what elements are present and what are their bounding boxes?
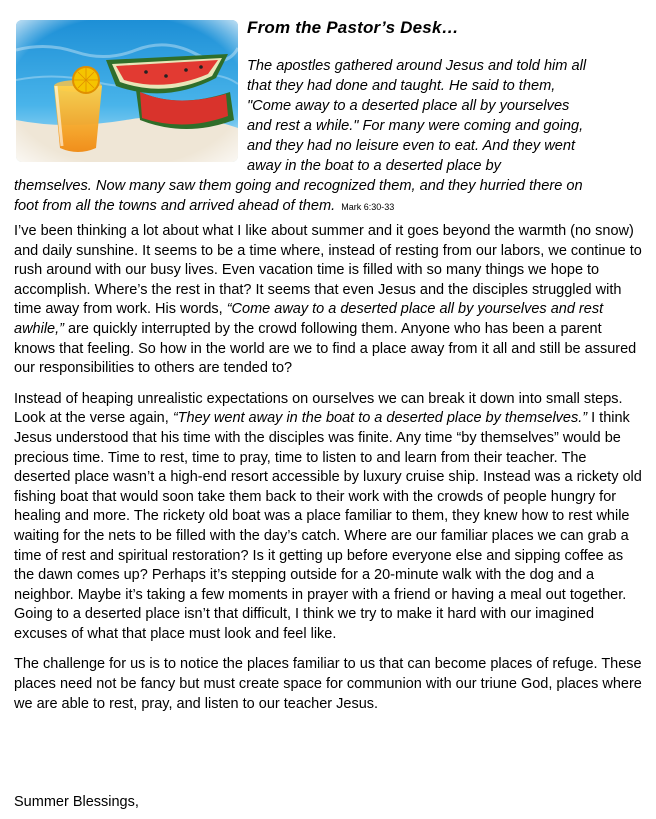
scripture-line-last xyxy=(14,196,394,217)
article-body xyxy=(14,222,644,725)
scripture-line: and rest a while." For many were coming and going, xyxy=(247,118,584,134)
scripture-line: "Come away to a deserted place all by yourselves xyxy=(247,98,570,114)
paragraph-1 xyxy=(14,222,644,379)
paragraph-text: Instead of heaping unrealistic expectations on ourselves we can break it down into small steps. Look at the verse again, xyxy=(14,390,623,427)
scripture-line: themselves. Now many saw them going and recognized them, and they hurried there on xyxy=(14,178,583,194)
scripture-passage xyxy=(0,52,656,217)
column-title: From the Pastor’s Desk… xyxy=(247,18,459,37)
scripture-line: and they had no leisure even to eat. And they went xyxy=(247,138,576,154)
closing-salutation: Summer Blessings, xyxy=(14,794,139,810)
paragraph-text: I think Jesus understood that his time with the disciples was finite. Any time “by themselves” would be precious time. Time to rest, time to pray, time to listen to and learn from their teacher. The deserted place wasn’t a high-end resort accessible by luxury cruise ship. Instead was a rickety old fishing boat that would soon take them back to their work with the crowds of people hungry for healing and more. The rickety old boat was a place familiar to them, they knew how to rest while waiting for the nets to be filled with the day’s catch. Where are our familiar places we can grab a time of rest and spiritual restoration? Is it getting up before everyone else and sipping coffee as the dawn comes up? Perhaps it’s stepping outside for a 20-minute walk with the dog and a neighbor. Maybe it’s taking a few moments in prayer with a friend or having a meal out together. Going to a deserted place isn’t that difficult, I think we try to make it hard with our imagined excuses of what that place must look and feel like. xyxy=(14,410,642,642)
scripture-reference: Mark 6:30-33 xyxy=(341,202,395,212)
scripture-line-text: foot from all the towns and arrived ahead of them. xyxy=(14,198,336,214)
paragraph-text: are quickly interrupted by the crowd following them. Anyone who has been a parent knows that feeling. So how in the world are we to find a place away from it all and still be assured our responsibilities to others are tended to? xyxy=(14,320,637,377)
scripture-line: The apostles gathered around Jesus and told him all xyxy=(247,58,587,74)
quoted-scripture: “They went away in the boat to a deserted place by themselves.” xyxy=(172,410,588,427)
paragraph-text: I’ve been thinking a lot about what I like about summer and it goes beyond the warmth (no snow) and daily sunshine. It seems to be a time where, instead of resting from our labors, we continue to rush around with our busy lives. Even vacation time is filled with so many things we hope to accomplish. Where’s the rest in that? It seems that even Jesus and the disciples struggled with time away from work. His words, xyxy=(14,223,642,318)
scripture-line: that they had done and taught. He said to them, xyxy=(247,78,556,94)
paragraph-3: The challenge for us is to notice the places familiar to us that can become places of refuge. These places need not be fancy but must create space for communion with our triune God, places where we are able to rest, pray, and listen to our teacher Jesus. xyxy=(14,656,642,712)
paragraph-2 xyxy=(14,390,644,645)
quoted-scripture: “Come away to a deserted place all by yourselves and rest awhile,” xyxy=(14,301,604,337)
scripture-line: away in the boat to a deserted place by xyxy=(247,158,501,174)
